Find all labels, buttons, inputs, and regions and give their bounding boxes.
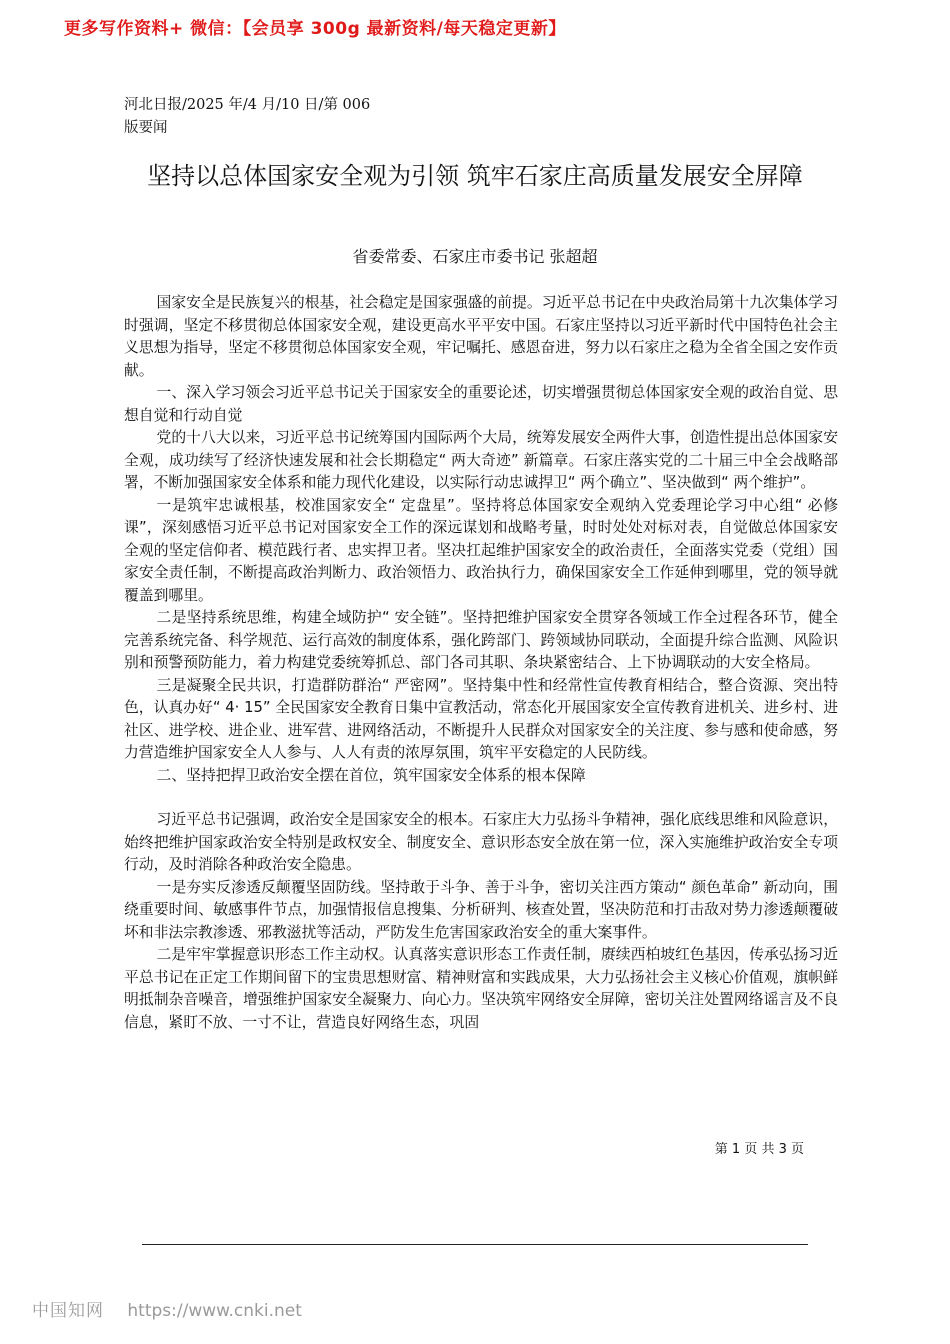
paragraph: 二是牢牢掌握意识形态工作主动权。认真落实意识形态工作责任制，赓续西柏坡红色基因，传承弘扬习近平总书记在正定工作期间留下的宝贵思想财富、精神财富和实践成果，大力弘扬社会主义核心价值观，旗帜鲜明抵制杂音噪音，增强维护国家安全凝聚力、向心力。坚决筑牢网络安全屏障，密切关注处置网络谣言及不良信息，紧盯不放、一寸不让，营造良好网络生态，巩固 [124,946,838,1031]
section-heading-1: 一、深入学习领会习近平总书记关于国家安全的重要论述，切实增强贯彻总体国家安全观的政治自觉、思想自觉和行动自觉 [124,384,838,424]
footer-url[interactable]: https://www.cnki.net [127,1301,302,1321]
paragraph: 一是筑牢忠诚根基，校准国家安全“ 定盘星”。坚持将总体国家安全观纳入党委理论学习中心组“ 必修课”，深刻感悟习近平总书记对国家安全工作的深远谋划和战略考量，时时处处对标对表，自觉做总体国家安全观的坚定信仰者、模范践行者、忠实捍卫者。坚决扛起维护国家安全的政治责任，全面落实党委（党组）国家安全责任制，不断提高政治判断力、政治领悟力、政治执行力，确保国家安全工作延伸到哪里，党的领导就覆盖到哪里。 [124,496,838,604]
section-heading-2: 二、坚持把捍卫政治安全摆在首位，筑牢国家安全体系的根本保障 [156,766,586,784]
footer-brand: 中国知网 [32,1301,104,1321]
promo-banner: 更多写作资料+ 微信：【会员享 300g 最新资料/每天稳定更新】 [64,19,566,39]
section-label: 版要闻 [124,120,168,136]
paragraph: 党的十八大以来，习近平总书记统筹国内国际两个大局，统筹发展安全两件大事，创造性提出总体国家安全观，成功续写了经济快速发展和社会长期稳定“ 两大奇迹” 新篇章。石家庄落实党的二十届三中全会战略部署，不断加强国家安全体系和能力现代化建设，以实际行动忠诚捍卫“ 两个确立”、坚决做到“ 两个维护”。 [124,429,838,491]
source-line: 河北日报/2025 年/4 月/10 日/第 006 [124,97,371,113]
paragraph: 一是夯实反渗透反颠覆坚固防线。坚持敢于斗争、善于斗争，密切关注西方策动“ 颜色革命” 新动向，围绕重要时间、敏感事件节点，加强情报信息搜集、分析研判、核查处置，坚决防范和打击敌对势力渗透颠覆破坏和非法宗教渗透、邪教滋扰等活动，严防发生危害国家政治安全的重大案事件。 [124,878,838,941]
article-meta [124,94,370,140]
paragraph: 习近平总书记强调，政治安全是国家安全的根本。石家庄大力弘扬斗争精神，强化底线思维和风险意识，始终把维护国家政治安全特别是政权安全、制度安全、意识形态安全放在第一位，深入实施维护政治安全专项行动，及时消除各种政治安全隐患。 [124,811,838,873]
footer-watermark [32,1296,302,1321]
page-number: 第 1 页 共 3 页 [714,1142,804,1157]
article-title: 坚持以总体国家安全观为引领 筑牢石家庄高质量发展安全屏障 [147,162,803,190]
article-author: 省委常委、石家庄市委书记 张超超 [352,247,598,266]
footer-divider [142,1244,808,1245]
paragraph: 二是坚持系统思维，构建全域防护“ 安全链”。坚持把维护国家安全贯穿各领域工作全过程各环节，健全完善系统完备、科学规范、运行高效的制度体系，强化跨部门、跨领域协同联动，全面提升综合监测、风险识别和预警预防能力，着力构建党委统筹抓总、部门各司其职、条块紧密结合、上下协调联动的大安全格局。 [124,609,838,671]
paragraph: 三是凝聚全民共识，打造群防群治“ 严密网”。坚持集中性和经常性宣传教育相结合，整合资源、突出特色，认真办好“ 4· 15” 全民国家安全教育日集中宣教活动，常态化开展国家安全宣传教育进机关、进乡村、进社区、进学校、进企业、进军营、进网络活动，不断提升人民群众对国家安全的关注度、参与感和使命感，努力营造维护国家安全人人参与、人人有责的浓厚氛围，筑牢平安稳定的人民防线。 [124,676,838,761]
paragraph-intro: 国家安全是民族复兴的根基，社会稳定是国家强盛的前提。习近平总书记在中央政治局第十九次集体学习时强调，坚定不移贯彻总体国家安全观，建设更高水平平安中国。石家庄坚持以习近平新时代中国特色社会主义思想为指导，坚定不移贯彻总体国家安全观，牢记嘱托、感恩奋进，努力以石家庄之稳为全省全国之安作贡献。 [124,294,838,379]
article-body [124,292,838,1034]
